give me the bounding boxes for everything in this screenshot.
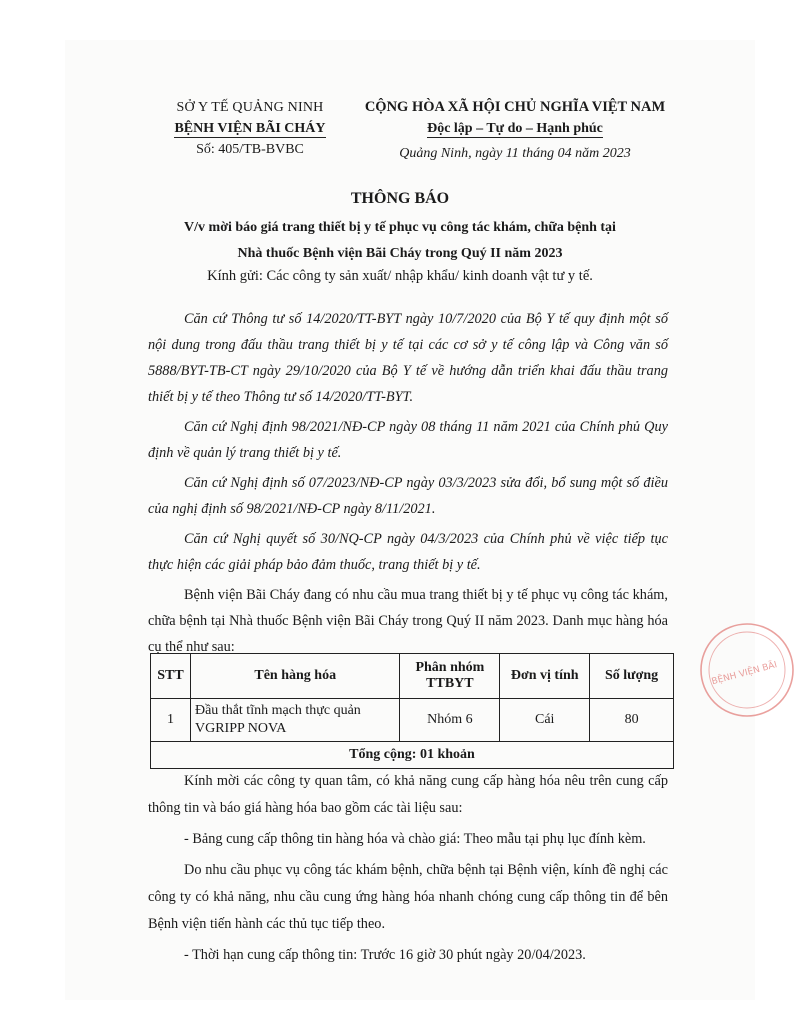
document-title: THÔNG BÁO: [350, 190, 450, 207]
table-row: [151, 699, 674, 742]
table-total-row: [151, 742, 674, 769]
paragraph-legal-basis-2: Căn cứ Nghị định 98/2021/NĐ-CP ngày 08 tháng 11 năm 2021 của Chính phủ Quy định về quản lý trang thiết bị y tế.: [148, 419, 668, 461]
cell-item-name: Đầu thắt tĩnh mạch thực quản VGRIPP NOVA: [190, 699, 399, 742]
cell-quantity: 80: [590, 699, 674, 742]
paragraph-legal-basis-3: Căn cứ Nghị định số 07/2023/NĐ-CP ngày 03/3/2023 sửa đổi, bổ sung một số điều của nghị định số 98/2021/NĐ-CP ngày 8/11/2021.: [148, 475, 668, 517]
header-item-name: Tên hàng hóa: [190, 654, 399, 699]
goods-table: [150, 653, 674, 769]
hospital-stamp-icon: [692, 615, 800, 725]
paragraph-quote-form: - Bảng cung cấp thông tin hàng hóa và chào giá: Theo mẫu tại phụ lục đính kèm.: [184, 831, 646, 847]
republic-name: CỘNG HÒA XÃ HỘI CHỦ NGHĨA VIỆT NAM: [364, 99, 666, 115]
national-motto: Độc lập – Tự do – Hạnh phúc: [427, 121, 603, 136]
header-stt: STT: [151, 654, 191, 699]
header-quantity: Số lượng: [590, 654, 674, 699]
cell-unit: Cái: [500, 699, 590, 742]
legal-basis-section: [148, 306, 668, 664]
issuer-header: [160, 97, 340, 160]
document-number: Số: 405/TB-BVBC: [196, 142, 304, 157]
paragraph-urgency: Do nhu cầu phục vụ công tác khám bệnh, chữa bệnh tại Bệnh viện, kính đề nghị các công ty có khả năng, nhu cầu cung ứng hàng hóa nhanh chóng cung cấp thông tin để bên Bệnh viện tiến hành các thủ tục tiếp theo.: [148, 862, 668, 932]
cell-total: Tổng cộng: 01 khoản: [151, 742, 674, 769]
header-group: Phân nhóm TTBYT: [400, 654, 500, 699]
request-section: [148, 768, 668, 973]
cell-stt: 1: [151, 699, 191, 742]
recipient-greeting: Kính gửi: Các công ty sản xuất/ nhập khẩu/ kinh doanh vật tư y tế.: [207, 268, 593, 284]
paragraph-invitation: Kính mời các công ty quan tâm, có khả năng cung cấp hàng hóa nêu trên cung cấp thông tin và báo giá hàng hóa bao gồm các tài liệu sau:: [148, 773, 668, 816]
document-subject: [100, 215, 700, 267]
header-unit: Đơn vị tính: [500, 654, 590, 699]
subject-line-2: Nhà thuốc Bệnh viện Bãi Cháy trong Quý II năm 2023: [237, 246, 563, 261]
table-header-row: [151, 654, 674, 699]
paragraph-legal-basis-1: Căn cứ Thông tư số 14/2020/TT-BYT ngày 10/7/2020 của Bộ Y tế quy định một số nội dung trong đấu thầu trang thiết bị y tế tại các cơ sở y tế công lập và Công văn số 5888/BYT-TB-CT ngày 29/10/2020 của Bộ Y tế về hướng dẫn triển khai đấu thầu trang thiết bị y tế theo Thông tư số 14/2020/TT-BYT.: [148, 311, 668, 405]
cell-group: Nhóm 6: [400, 699, 500, 742]
department-name: SỞ Y TẾ QUẢNG NINH: [176, 100, 324, 115]
paragraph-purchase-need: Bệnh viện Bãi Cháy đang có nhu cầu mua trang thiết bị y tế phục vụ công tác khám, chữa bệnh tại Nhà thuốc Bệnh viện Bãi Cháy trong Quý II năm 2023. Danh mục hàng hóa cụ thể như sau:: [148, 587, 668, 655]
subject-line-1: V/v mời báo giá trang thiết bị y tế phục vụ công tác khám, chữa bệnh tại: [184, 220, 616, 235]
national-header: [360, 97, 670, 164]
svg-text:BỆNH VIỆN BÃI: BỆNH VIỆN BÃI: [710, 660, 779, 688]
paragraph-deadline: - Thời hạn cung cấp thông tin: Trước 16 giờ 30 phút ngày 20/04/2023.: [184, 947, 586, 963]
hospital-name: BỆNH VIỆN BÃI CHÁY: [174, 121, 326, 136]
paragraph-legal-basis-4: Căn cứ Nghị quyết số 30/NQ-CP ngày 04/3/2023 của Chính phủ về việc tiếp tục thực hiện các giải pháp bảo đảm thuốc, trang thiết bị y tế.: [148, 531, 668, 573]
place-date: Quảng Ninh, ngày 11 tháng 04 năm 2023: [399, 146, 631, 161]
